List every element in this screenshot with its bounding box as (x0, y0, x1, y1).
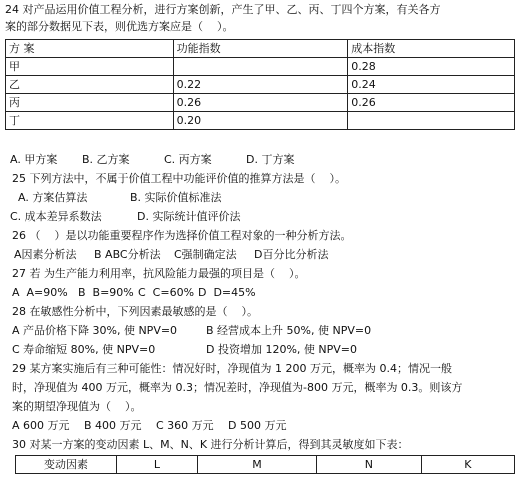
option-d[interactable]: D D=45% (198, 286, 256, 299)
q24-options (10, 152, 294, 168)
q30-table (15, 455, 515, 474)
table-header-cell: N (317, 456, 422, 474)
q24-stem-line1: 24 对产品运用价值工程分析，进行方案创新，产生了甲、乙、丙、丁四个方案，有关各方 (5, 3, 441, 16)
q29-options (12, 418, 286, 434)
table-header-row (16, 456, 515, 474)
table-header-cell: 成本指数 (348, 40, 515, 58)
option-b[interactable]: B ABC分析法 (94, 248, 161, 261)
option-b[interactable]: B 经营成本上升 50%, 使 NPV=0 (206, 324, 372, 337)
table-cell: 乙 (6, 76, 174, 94)
option-c[interactable]: C 寿命缩短 80%, 使 NPV=0 (12, 343, 156, 356)
option-b[interactable]: B. 实际价值标准法 (130, 191, 222, 204)
option-a[interactable]: A因素分析法 (14, 248, 77, 261)
q26-stem: 26 （ ）是以功能重要程序作为选择价值工程对象的一种分析方法。 (12, 229, 352, 242)
option-d[interactable]: D百分比分析法 (254, 248, 329, 261)
option-c[interactable]: C 360 万元 (156, 419, 214, 432)
table-header-cell: 功能指数 (173, 40, 348, 58)
option-b[interactable]: B. 乙方案 (82, 153, 130, 166)
table-header-cell: 方 案 (6, 40, 174, 58)
table-header-cell: L (117, 456, 198, 474)
option-b[interactable]: B 400 万元 (84, 419, 142, 432)
table-cell: 0.28 (348, 58, 515, 76)
table-header-cell: 变动因素 (16, 456, 117, 474)
q25-options-row1 (18, 190, 222, 206)
option-a[interactable]: A 600 万元 (12, 419, 70, 432)
q26-options (14, 247, 328, 263)
table-row (6, 76, 515, 94)
option-c[interactable]: C. 丙方案 (164, 153, 212, 166)
table-header-cell: M (197, 456, 316, 474)
q24-stem-line2: 案的部分数据见下表，则优选方案应是（ ）。 (5, 20, 234, 33)
option-c[interactable]: C C=60% (138, 286, 195, 299)
option-a[interactable]: A A=90% (12, 286, 68, 299)
q29-stem-line2: 时，净现值为 400 万元，概率为 0.3；情况差时，净现值为-800 万元，概率为 0.3。则该方 (12, 381, 463, 394)
q30-stem: 30 对某一方案的变动因素 L、M、N、K 进行分析计算后，得到其灵敏度如下表： (12, 438, 409, 451)
q29-stem-line1: 29 某方案实施后有三种可能性：情况好时，净现值为 1 200 万元，概率为 0.4；情况一般 (12, 362, 452, 375)
option-a[interactable]: A. 方案估算法 (18, 191, 88, 204)
table-cell (348, 112, 515, 130)
table-cell: 0.26 (173, 94, 348, 112)
table-header-cell: K (421, 456, 514, 474)
option-a[interactable]: A 产品价格下降 30%, 使 NPV=0 (12, 324, 178, 337)
option-d[interactable]: D. 丁方案 (246, 153, 295, 166)
table-cell: 0.20 (173, 112, 348, 130)
table-row (6, 112, 515, 130)
q29-stem-line3: 案的期望净现值为（ ）。 (12, 400, 142, 413)
q27-stem: 27 若 为生产能力利用率，抗风险能力最强的项目是（ ）。 (12, 267, 306, 280)
table-row (6, 58, 515, 76)
q28-stem: 28 在敏感性分析中，下列因素最敏感的是（ ）。 (12, 305, 258, 318)
q25-options-row2 (10, 209, 240, 225)
option-c[interactable]: C强制确定法 (174, 248, 237, 261)
table-cell: 0.26 (348, 94, 515, 112)
table-cell: 丙 (6, 94, 174, 112)
option-d[interactable]: D. 实际统计值评价法 (137, 210, 241, 223)
table-cell: 0.22 (173, 76, 348, 94)
table-row (6, 94, 515, 112)
option-b[interactable]: B B=90% (78, 286, 134, 299)
q24-table (5, 39, 515, 130)
option-d[interactable]: D 投资增加 120%, 使 NPV=0 (206, 343, 358, 356)
option-d[interactable]: D 500 万元 (228, 419, 287, 432)
table-cell: 0.24 (348, 76, 515, 94)
q28-options-row2 (12, 342, 357, 358)
q25-stem: 25 下列方法中，不属于价值工程中功能评价值的推算方法是（ ）。 (12, 172, 346, 185)
table-header-row (6, 40, 515, 58)
table-cell: 丁 (6, 112, 174, 130)
q27-options (12, 285, 256, 301)
option-a[interactable]: A. 甲方案 (10, 153, 58, 166)
table-cell (173, 58, 348, 76)
q28-options-row1 (12, 323, 371, 339)
option-c[interactable]: C. 成本差异系数法 (10, 210, 102, 223)
table-cell: 甲 (6, 58, 174, 76)
